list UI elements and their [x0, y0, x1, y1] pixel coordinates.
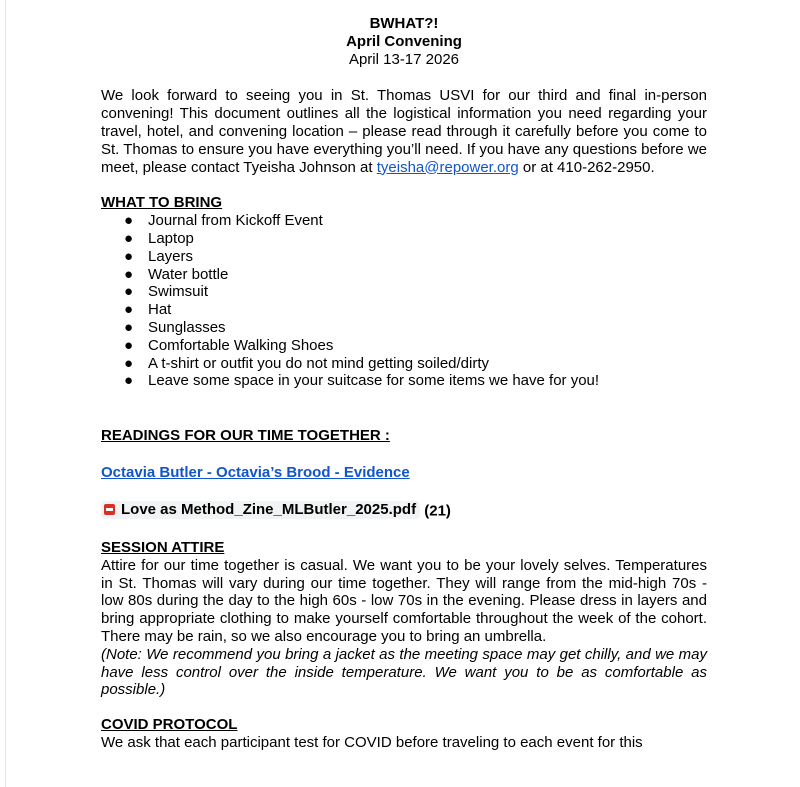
- intro-text: We look forward to seeing you in St. Thomas USVI for our third and final in-person convening! This document outlines all the logistical information you need regarding your travel, hotel, and convening location – please read through it carefully before you come to St. Thomas to ensure you have everything you’ll need. If you have any questions before we meet, please contact Tyeisha Johnson at: [101, 87, 707, 176]
- list-item: [101, 337, 707, 355]
- intro-paragraph: [101, 87, 707, 176]
- session-attire-note: (Note: We recommend you bring a jacket as the meeting space may get chilly, and we may have less control over the inside temperature. We want you to be as comfortable as possible.): [101, 645, 707, 699]
- doc-dates: April 13-17 2026: [348, 50, 460, 68]
- bullet-icon: ●: [124, 301, 134, 319]
- bullet-icon: ●: [124, 247, 134, 265]
- bullet-icon: ●: [124, 212, 134, 230]
- list-item: [101, 319, 707, 337]
- list-item-text: Swimsuit: [148, 283, 209, 301]
- bullet-icon: ●: [124, 265, 134, 283]
- list-item: [101, 372, 707, 390]
- session-attire-heading: SESSION ATTIRE: [101, 538, 225, 556]
- list-item: [101, 266, 707, 284]
- list-item-text: A t-shirt or outfit you do not mind getting soiled/dirty: [148, 354, 490, 372]
- list-item: [101, 212, 707, 230]
- doc-title: BWHAT?!: [369, 15, 439, 32]
- what-to-bring-list: [101, 212, 707, 390]
- bullet-icon: ●: [124, 283, 134, 301]
- document-page: [101, 0, 707, 752]
- list-item-text: Sunglasses: [148, 318, 226, 336]
- list-item-text: Layers: [148, 247, 194, 265]
- pdf-file-chip[interactable]: [101, 501, 420, 519]
- list-item-text: Comfortable Walking Shoes: [148, 336, 334, 354]
- list-item: [101, 301, 707, 319]
- page-left-border: [5, 0, 6, 787]
- pdf-icon: [104, 504, 115, 515]
- list-item: [101, 283, 707, 301]
- covid-body: We ask that each participant test for COVID before traveling to each event for this: [101, 733, 643, 751]
- list-item-text: Journal from Kickoff Event: [148, 212, 323, 230]
- list-item-text: Laptop: [148, 229, 194, 247]
- list-item-text: Water bottle: [148, 265, 229, 283]
- pdf-file-count: (21): [424, 502, 451, 520]
- list-item-text: Leave some space in your suitcase for some items we have for you!: [148, 372, 600, 390]
- bullet-icon: ●: [124, 229, 134, 247]
- list-item-text: Hat: [148, 301, 172, 319]
- bullet-icon: ●: [124, 336, 134, 354]
- pdf-attachment-row: [101, 501, 707, 520]
- covid-heading: COVID PROTOCOL: [101, 716, 238, 734]
- octavia-butler-link[interactable]: Octavia Butler - Octavia’s Brood - Evidence: [101, 463, 410, 481]
- session-attire-body: Attire for our time together is casual. We want you to be your lovely selves. Temperatures in St. Thomas will vary during our time together. They will range from the mid-high 70s - low 80s during the day to the high 60s - low 70s in the evening. Please dress in layers and bring appropriate clothing to make yourself comfortable throughout the week of the cohort. There may be rain, so we also encourage you to bring an umbrella.: [101, 556, 707, 645]
- email-link[interactable]: tyeisha@repower.org: [376, 158, 519, 176]
- readings-heading: READINGS FOR OUR TIME TOGETHER :: [101, 427, 390, 445]
- what-to-bring-heading: WHAT TO BRING: [101, 194, 223, 212]
- list-item: [101, 248, 707, 266]
- doc-subtitle: April Convening: [346, 32, 462, 50]
- bullet-icon: ●: [124, 318, 134, 336]
- pdf-file-name: Love as Method_Zine_MLButler_2025.pdf: [121, 500, 417, 518]
- bullet-icon: ●: [124, 354, 134, 372]
- list-item: [101, 230, 707, 248]
- intro-text-end: or at 410-262-2950.: [518, 158, 655, 176]
- list-item: [101, 355, 707, 373]
- bullet-icon: ●: [124, 372, 134, 390]
- readings-link-row: [101, 464, 707, 482]
